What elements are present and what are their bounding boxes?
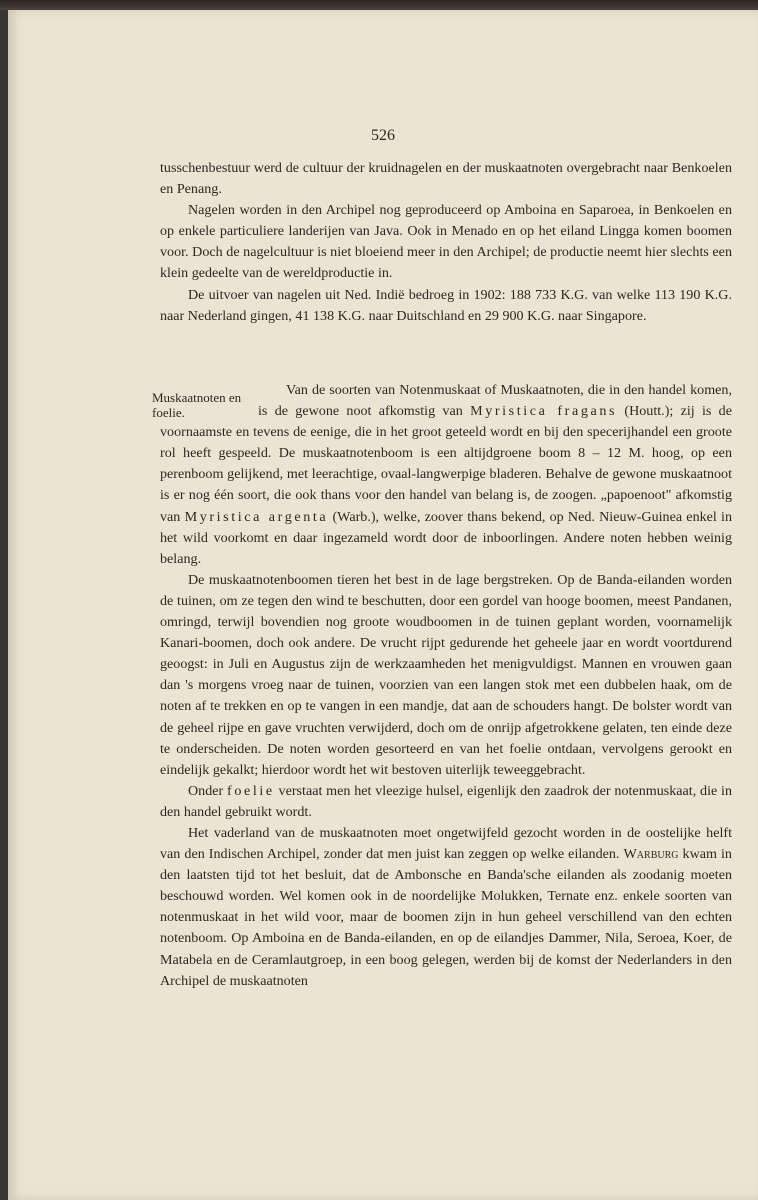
text-run: Van de soorten van Notenmuskaat of Muskaatnoten, die in den handel komen, is de gewone noot afkomstig van	[258, 382, 732, 420]
book-page	[8, 10, 758, 1200]
paragraph: tusschenbestuur werd de cultuur der kruidnagelen en der muskaatnoten overgebracht naar Benkoelen en Penang.	[160, 160, 732, 198]
paragraph: Nagelen worden in den Archipel nog geproduceerd op Amboina en Saparoea, in Benkoelen en op enkele particuliere landerijen van Java. Ook in Menado en op het eiland Lingga komen boomen voor. Doch de nagelcultuur is niet bloeiend meer in den Archipel; de productie neemt hier slechts een klein gedeelte van de wereldproductie in.	[160, 202, 732, 282]
scan-top-edge	[0, 0, 758, 10]
term-foelie: foelie	[227, 782, 275, 799]
author-name: Warburg	[623, 846, 679, 863]
species-name: Myristica argenta	[184, 508, 329, 525]
paragraph	[160, 823, 732, 992]
text-run: (Warb.), welke, zoover thans bekend, op Ned. Nieuw-Guinea enkel in het wild voorkomt en daar ingezameld wordt door de inboorlingen. Andere noten hebben weinig belang.	[160, 508, 733, 567]
section-cloves	[160, 158, 732, 327]
section-nutmeg	[152, 380, 733, 992]
text-run: kwam in den laatsten tijd tot het besluit, dat de Ambonsche en Banda'sche eilanden als zoodanig moeten beschouwd worden. Wel komen ook in de noordelijke Molukken, Ternate enz. enkele soorten van notenmuskaat in het wild voor, maar de boomen zijn in hun geheel verschillend van den echten notenboom. Op Amboina en de Banda-eilanden, en op de eilandjes Dammer, Nila, Seroea, Koer, de Matabela en de Ceramlautgroep, in een boog gelegen, werden bij de komst der Nederlanders in den Archipel de muskaatnoten	[160, 846, 732, 989]
paragraph: De muskaatnotenboomen tieren het best in de lage bergstreken. Op de Banda-eilanden worden de tuinen, om ze tegen den wind te beschutten, door een gordel van hooge boomen, meest Pandanen, omringd, terwijl bovendien nog groote woudboomen in de tuinen geplant worden, voornamelijk Kanari-boomen, doch ook andere. De vrucht rijpt gedurende het geheele jaar en wordt voortdurend geoogst: in Juli en Augustus zijn de werkzaamheden het menigvuldigst. Mannen en vrouwen gaan dan 's morgens vroeg naar de tuinen, voorzien van een langen stok met een dubbelen haak, om de noten af te trekken en op te vangen in een mandje, dat aan de schouders hangt. De bolster wordt van de geheel rijpe en gave vruchten verwijderd, doch om de onrijp afgetrokkene gelaten, ten einde deze te onderscheiden. De noten worden gesorteerd en van het foelie ontdaan, vervolgens gerookt en eindelijk gekalkt; hierdoor wordt het wit bestoven uiterlijk teweeggebracht.	[160, 571, 732, 778]
text-run: verstaat men het vleezige hulsel, eigenlijk den zaadrok der notenmuskaat, die in den handel gebruikt wordt.	[160, 782, 733, 820]
species-name: Myristica fragans	[470, 403, 618, 420]
text-run: Het vaderland van de muskaatnoten moet ongetwijfeld gezocht worden in de oostelijke helft van den Indischen Archipel, zonder dat men juist kan zeggen op welke eilanden.	[160, 824, 732, 863]
text-run: (Houtt.); zij is de voornaamste en tevens de eenige, die in het groot geteeld wordt en bij den specerijhandel een groote rol heeft gespeeld. De muskaatnotenboom is een altijdgroene boom 8 – 12 M. hoog, op een perenboom gelijkend, met leerachtige, ovaal-langwerpige bladeren. Behalve de gewone muskaatnoot is er nog één soort, die ook thans voor den handel van belang is, de zoogen. „papoenoot" afkomstig van	[160, 403, 732, 525]
page-number: 526	[371, 127, 395, 144]
margin-note: Muskaatnoten en foelie.	[152, 390, 242, 420]
text-run: Onder	[188, 782, 224, 799]
paragraph-export: De uitvoer van nagelen uit Ned. Indië bedroeg in 1902: 188 733 K.G. van welke 113 190 K.G. naar Nederland gingen, 41 138 K.G. naar Duitschland en 29 900 K.G. naar Singapore.	[160, 286, 732, 324]
paragraph	[160, 781, 732, 823]
